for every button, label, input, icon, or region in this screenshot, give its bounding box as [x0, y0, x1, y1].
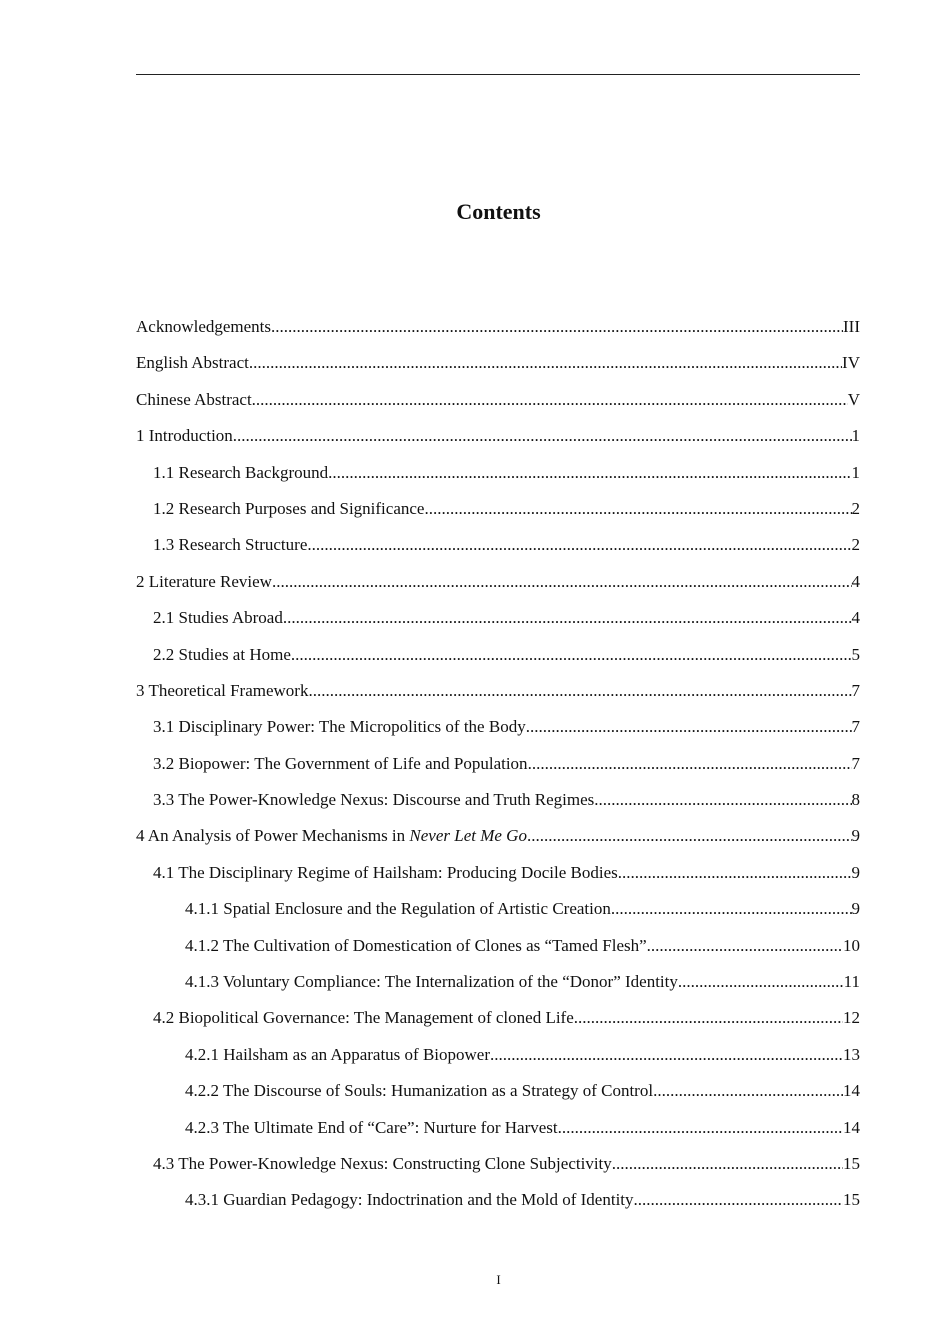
toc-leader-dots: [490, 1038, 843, 1071]
toc-leader-dots: [612, 1147, 843, 1180]
toc-label: 1.3 Research Structure: [153, 535, 308, 555]
toc-leader-dots: [307, 528, 851, 561]
toc-page-number: 11: [843, 972, 860, 992]
toc-page-number: 10: [843, 935, 860, 955]
toc-leader-dots: [308, 674, 851, 707]
toc-entry[interactable]: [136, 638, 860, 674]
toc-entry[interactable]: [136, 819, 860, 855]
toc-leader-dots: [272, 565, 852, 598]
toc-label: 4.3 The Power-Knowledge Nexus: Constructing Clone Subjectivity: [153, 1153, 612, 1173]
header-rule: [136, 74, 860, 75]
toc-label: 2 Literature Review: [136, 571, 272, 591]
toc-entry[interactable]: [136, 1147, 860, 1183]
toc-leader-dots: [634, 1183, 843, 1216]
toc-label: Acknowledgements: [136, 317, 272, 336]
toc-leader-dots: [424, 492, 851, 525]
toc-page-number: 4: [851, 571, 860, 591]
toc-label: 3.2 Biopower: The Government of Life and Population: [153, 753, 528, 773]
toc-leader-dots: [271, 310, 843, 343]
toc-leader-dots: [252, 383, 848, 416]
toc-leader-dots: [233, 419, 852, 452]
toc-label: 4.1.3 Voluntary Compliance: The Internalization of the “Donor” Identity: [185, 972, 678, 992]
footer-page-number: I: [496, 1272, 501, 1287]
toc-entry[interactable]: [136, 528, 860, 564]
toc-label: 1.1 Research Background: [153, 462, 329, 482]
toc-label: 4.2.3 The Ultimate End of “Care”: Nurture for Harvest: [185, 1117, 558, 1137]
toc-leader-dots: [528, 747, 852, 780]
toc-leader-dots: [574, 1001, 843, 1034]
toc-page-number: 2: [851, 498, 860, 518]
toc-page-number: 7: [851, 680, 860, 700]
toc-entry[interactable]: [136, 1038, 860, 1074]
toc-page-number: 14: [843, 1117, 860, 1137]
toc-label: 4.2.2 The Discourse of Souls: Humanization as a Strategy of Control: [185, 1081, 654, 1101]
toc-entry[interactable]: [136, 1001, 860, 1037]
toc-leader-dots: [618, 856, 852, 889]
table-of-contents: [136, 310, 860, 1220]
toc-label: 3 Theoretical Framework: [136, 680, 309, 700]
toc-leader-dots: [558, 1111, 843, 1144]
toc-page-number: 15: [843, 1190, 860, 1210]
toc-page-number: 1: [851, 462, 860, 482]
toc-entry[interactable]: [136, 1074, 860, 1110]
toc-label: [136, 819, 527, 852]
toc-label: 1 Introduction: [136, 426, 233, 446]
toc-label: 4.1.1 Spatial Enclosure and the Regulation of Artistic Creation: [185, 899, 611, 919]
toc-entry[interactable]: [136, 383, 860, 419]
toc-page-number: IV: [842, 353, 860, 373]
toc-page-number: 9: [851, 862, 860, 882]
toc-entry[interactable]: [136, 965, 860, 1001]
toc-leader-dots: [594, 783, 851, 816]
toc-entry[interactable]: [136, 674, 860, 710]
toc-page-number: 8: [851, 790, 860, 810]
toc-page-number: 1: [851, 426, 860, 446]
toc-page-number: 12: [843, 1008, 860, 1028]
toc-label: 3.1 Disciplinary Power: The Micropolitics of the Body: [153, 717, 526, 737]
toc-leader-dots: [527, 819, 852, 852]
toc-page-number: 9: [851, 899, 860, 919]
toc-page-number: V: [847, 389, 860, 409]
toc-label: 4.2 Biopolitical Governance: The Management of cloned Life: [153, 1008, 574, 1028]
toc-page-number: 15: [843, 1153, 860, 1173]
toc-page-number: 13: [843, 1044, 860, 1064]
toc-entry[interactable]: [136, 929, 860, 965]
toc-page-number: 5: [851, 644, 860, 664]
toc-label: 1.2 Research Purposes and Significance: [153, 498, 425, 518]
toc-page-number: 7: [851, 717, 860, 737]
toc-entry[interactable]: [136, 492, 860, 528]
toc-entry[interactable]: [136, 310, 860, 346]
toc-entry[interactable]: [136, 892, 860, 928]
toc-leader-dots: [653, 1074, 843, 1107]
toc-label: Chinese Abstract: [136, 389, 252, 409]
toc-label: 4.1 The Disciplinary Regime of Hailsham: Producing Docile Bodies: [153, 862, 618, 882]
toc-entry[interactable]: [136, 1111, 860, 1147]
toc-entry[interactable]: [136, 346, 860, 382]
toc-label: 3.3 The Power-Knowledge Nexus: Discourse and Truth Regimes: [153, 790, 595, 810]
toc-page-number: 4: [851, 608, 860, 628]
toc-label: English Abstract: [136, 353, 249, 373]
page-title: Contents: [456, 199, 541, 224]
toc-page-number: III: [843, 317, 860, 336]
toc-leader-dots: [283, 601, 852, 634]
toc-label: 2.2 Studies at Home: [153, 644, 291, 664]
toc-leader-dots: [647, 929, 843, 962]
toc-leader-dots: [678, 965, 844, 998]
toc-page-number: 14: [843, 1081, 860, 1101]
toc-label: 4.3.1 Guardian Pedagogy: Indoctrination and the Mold of Identity: [185, 1190, 634, 1210]
toc-entry[interactable]: [136, 456, 860, 492]
toc-label: 4.2.1 Hailsham as an Apparatus of Biopower: [185, 1044, 490, 1064]
toc-page-number: 7: [851, 753, 860, 773]
toc-leader-dots: [249, 346, 842, 379]
toc-entry[interactable]: [136, 747, 860, 783]
toc-page-number: 9: [851, 826, 860, 846]
toc-entry[interactable]: [136, 856, 860, 892]
toc-entry[interactable]: [136, 1183, 860, 1219]
toc-label: 4.1.2 The Cultivation of Domestication of Clones as “Tamed Flesh”: [185, 935, 647, 955]
toc-label: 2.1 Studies Abroad: [153, 608, 283, 628]
toc-leader-dots: [291, 638, 852, 671]
toc-entry[interactable]: [136, 565, 860, 601]
toc-label-italic-title: Never Let Me Go: [409, 826, 527, 846]
toc-label-text: 4 An Analysis of Power Mechanisms in: [136, 826, 410, 846]
toc-entry[interactable]: [136, 710, 860, 746]
toc-entry[interactable]: [136, 419, 860, 455]
toc-leader-dots: [526, 710, 852, 743]
toc-page-number: 2: [851, 535, 860, 555]
toc-leader-dots: [611, 892, 852, 925]
toc-entry[interactable]: [136, 783, 860, 819]
toc-leader-dots: [328, 456, 851, 489]
toc-entry[interactable]: [136, 601, 860, 637]
